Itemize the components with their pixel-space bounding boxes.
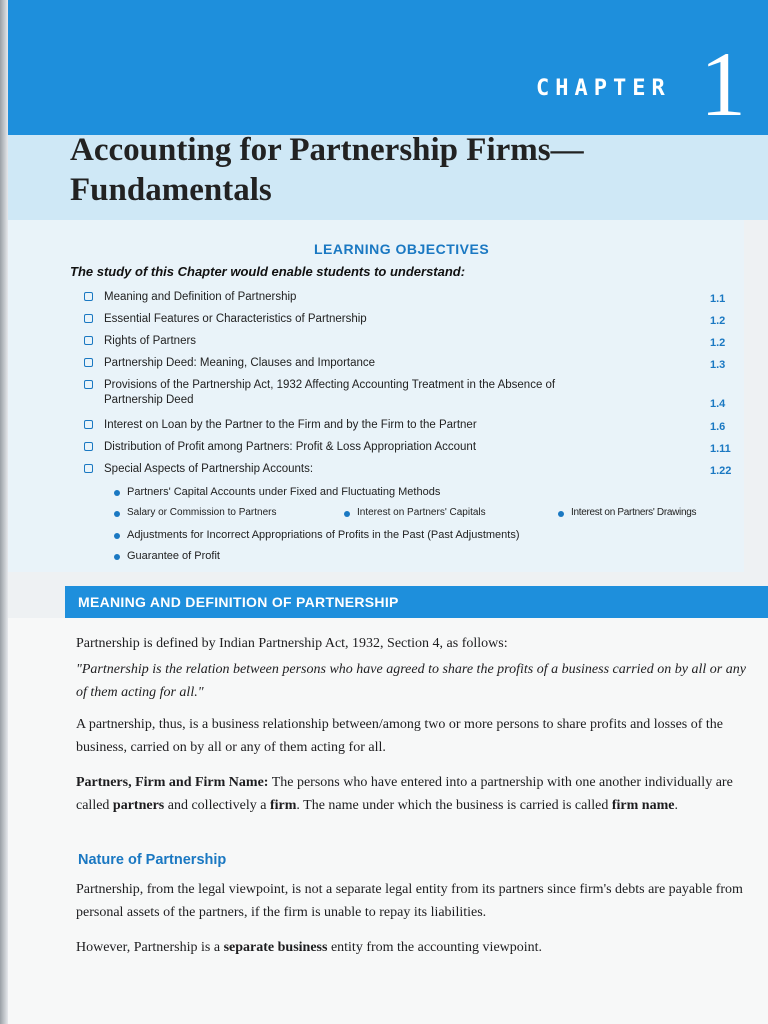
objective-text: Interest on Loan by the Partner to the Firm and by the Firm to the Partner <box>104 419 477 431</box>
paragraph-text: However, Partnership is a <box>76 940 224 955</box>
sub-objective-text: Adjustments for Incorrect Appropriations of Profits in the Past (Past Adjustments) <box>127 529 520 541</box>
term-firm-name: firm name <box>611 798 675 813</box>
objective-text: Distribution of Profit among Partners: Profit & Loss Appropriation Account <box>104 441 477 453</box>
chapter-header-band <box>8 0 768 135</box>
objective-page: 1.1 <box>710 293 726 305</box>
checkbox-icon <box>84 442 93 451</box>
sub-objective-text: Interest on Partners' Drawings <box>571 507 697 518</box>
checkbox-icon <box>84 420 93 429</box>
objective-text: Meaning and Definition of Partnership <box>104 291 297 303</box>
sub-objective-text: Interest on Partners' Capitals <box>357 507 486 518</box>
bullet-icon <box>558 511 564 517</box>
objective-page: 1.4 <box>710 398 726 410</box>
objective-page: 1.2 <box>710 315 726 327</box>
objective-page: 1.11 <box>710 443 731 455</box>
term-firm: firm <box>269 798 297 813</box>
objective-text: Provisions of the Partnership Act, 1932 Affecting Accounting Treatment in the Absence of Partnership Deed <box>104 379 556 406</box>
nature-paragraph: Partnership, from the legal viewpoint, is not a separate legal entity from its partners since firm's debts are payable from personal assets of the partners, if the firm is unable to repay its liabilities. <box>76 882 743 920</box>
chapter-title-line-1: Accounting for Partnership Firms— <box>70 132 584 168</box>
checkbox-icon <box>84 292 93 301</box>
objective-text: Special Aspects of Partnership Accounts: <box>104 463 314 475</box>
objective-page: 1.2 <box>710 337 726 349</box>
bullet-icon <box>114 533 120 539</box>
sub-objective-text: Partners' Capital Accounts under Fixed and Fluctuating Methods <box>127 486 441 498</box>
chapter-title-line-2: Fundamentals <box>70 172 272 208</box>
checkbox-icon <box>84 336 93 345</box>
nature-subheading: Nature of Partnership <box>78 852 227 868</box>
section-title: MEANING AND DEFINITION OF PARTNERSHIP <box>78 594 399 610</box>
objective-text: Essential Features or Characteristics of Partnership <box>104 313 367 325</box>
bullet-icon <box>344 511 350 517</box>
term-partners: partners <box>112 798 165 813</box>
term-separate-business: separate business <box>223 940 328 955</box>
paragraph-text: . The name under which the business is carried is called <box>296 798 612 813</box>
partners-firm-paragraph <box>76 771 746 817</box>
checkbox-icon <box>84 314 93 323</box>
paragraph-text: . <box>674 798 678 813</box>
objective-page: 1.22 <box>710 465 732 477</box>
chapter-label: CHAPTER <box>536 76 671 101</box>
checkbox-icon <box>84 358 93 367</box>
sub-objective-text: Guarantee of Profit <box>127 550 220 562</box>
objective-page: 1.6 <box>710 421 726 433</box>
learning-objectives-intro: The study of this Chapter would enable students to understand: <box>70 264 466 279</box>
definition-intro: Partnership is defined by Indian Partnership Act, 1932, Section 4, as follows: <box>76 636 508 651</box>
checkbox-icon <box>84 380 93 389</box>
paragraph-lead: Partners, Firm and Firm Name: <box>76 775 269 790</box>
page-gutter-shadow <box>0 0 8 1024</box>
chapter-title <box>70 130 690 210</box>
bullet-icon <box>114 490 120 496</box>
bullet-icon <box>114 554 120 560</box>
objective-text: Rights of Partners <box>104 335 197 347</box>
paragraph-text: and collectively a <box>164 798 270 813</box>
objective-page: 1.3 <box>710 359 726 371</box>
checkbox-icon <box>84 464 93 473</box>
sub-objective-text: Salary or Commission to Partners <box>127 507 277 518</box>
definition-quote: "Partnership is the relation between persons who have agreed to share the profits of a business carried on by all or any of them acting for all." <box>76 662 746 700</box>
objective-text: Partnership Deed: Meaning, Clauses and Importance <box>104 357 376 369</box>
paragraph-text: The persons who have entered into a partnership with one another individually are called <box>76 775 733 813</box>
accounting-view-paragraph <box>76 936 746 959</box>
learning-objectives-heading: LEARNING OBJECTIVES <box>314 241 490 257</box>
chapter-number: 1 <box>700 33 746 135</box>
partnership-paragraph: A partnership, thus, is a business relationship between/among two or more persons to share profits and losses of the business, carried on by all or any of them acting for all. <box>76 717 723 755</box>
bullet-icon <box>114 511 120 517</box>
paragraph-text: entity from the accounting viewpoint. <box>327 940 543 955</box>
